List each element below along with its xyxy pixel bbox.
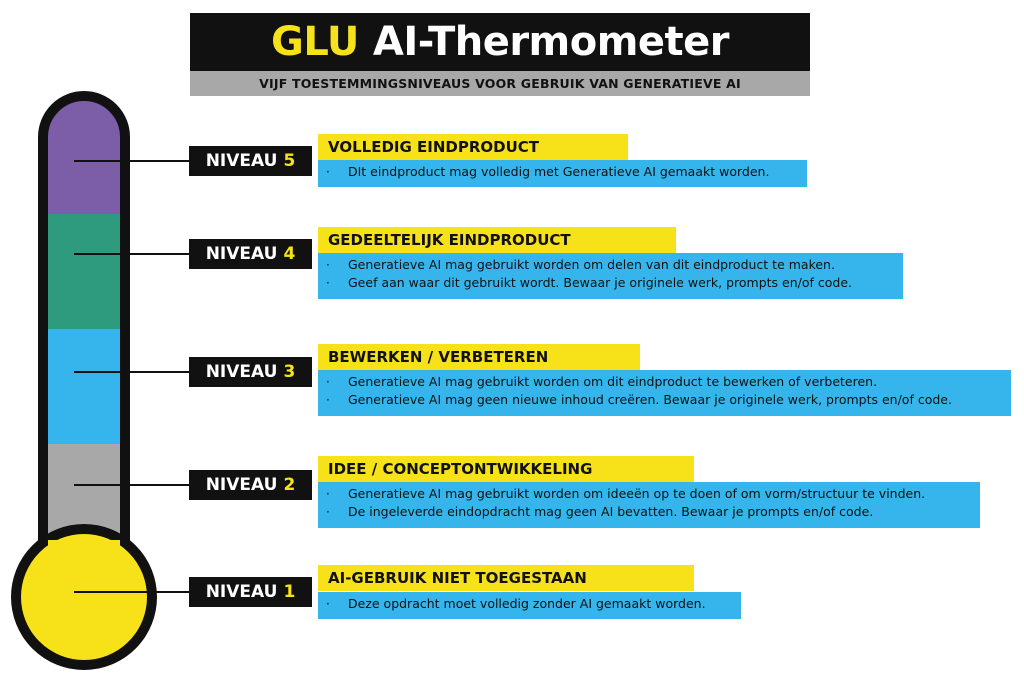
level-number: 5 (283, 151, 296, 171)
bullet-item: · De ingeleverde eindopdracht mag geen AI bevatten. Bewaar je prompts en/of code. (326, 503, 874, 519)
bullet-text: Generatieve AI mag gebruikt worden om ideeën op te doen of om vorm/structuur te vinden. (348, 486, 926, 501)
bullet-item: · Geef aan waar dit gebruikt wordt. Bewaar je originele werk, prompts en/of code. (326, 274, 852, 290)
level-3-description (318, 370, 1011, 416)
level-4-title: GEDEELTELIJK EINDPRODUCT (318, 227, 676, 253)
bullet-item: · Generatieve AI mag gebruikt worden om ideeën op te doen of om vorm/structuur te vinden. (326, 486, 926, 501)
bullet-item: · Generatieve AI mag gebruikt worden om dit eindproduct te bewerken of verbeteren. (326, 374, 878, 389)
bullet-text: Generatieve AI mag gebruikt worden om dit eindproduct te bewerken of verbeteren. (348, 374, 878, 389)
level-2-badge (189, 470, 312, 500)
level-number: 3 (283, 362, 296, 382)
title-text: AI-Thermometer (372, 19, 729, 65)
level-5-badge (189, 146, 312, 176)
bullet-text: Deze opdracht moet volledig zonder AI gemaakt worden. (348, 596, 706, 611)
bullet-text: Generatieve AI mag gebruikt worden om delen van dit eindproduct te maken. (348, 257, 835, 272)
bullet-item: · Deze opdracht moet volledig zonder AI gemaakt worden. (326, 596, 706, 611)
bullet-text: Geef aan waar dit gebruikt wordt. Bewaar je originele werk, prompts en/of code. (348, 274, 852, 290)
level-badge-label: NIVEAU (205, 475, 278, 495)
page-subtitle: VIJF TOESTEMMINGSNIVEAUS VOOR GEBRUIK VAN GENERATIEVE AI (190, 71, 810, 96)
level-1-title: AI-GEBRUIK NIET TOEGESTAAN (318, 565, 694, 591)
bullet-item: · DIt eindproduct mag volledig met Generatieve AI gemaakt worden. (326, 164, 770, 179)
bullet-text: DIt eindproduct mag volledig met Generatieve AI gemaakt worden. (348, 164, 770, 179)
level-number: 2 (283, 475, 296, 495)
bullet-item: · Generatieve AI mag gebruikt worden om delen van dit eindproduct te maken. (326, 257, 835, 272)
level-5-description (318, 160, 807, 187)
level-badge-label: NIVEAU (205, 582, 278, 602)
bullet-text: Generatieve AI mag geen nieuwe inhoud creëren. Bewaar je originele werk, prompts en/of code. (348, 391, 952, 407)
level-3-title: BEWERKEN / VERBETEREN (318, 344, 640, 370)
bullet-item: · Generatieve AI mag geen nieuwe inhoud creëren. Bewaar je originele werk, prompts en/of code. (326, 391, 952, 407)
title-highlight: GLU (271, 19, 359, 65)
level-1-description (318, 592, 741, 619)
level-badge-label: NIVEAU (205, 362, 278, 382)
level-2-title: IDEE / CONCEPTONTWIKKELING (318, 456, 694, 482)
thermometer-segment-3 (43, 329, 125, 444)
level-number: 4 (283, 244, 296, 264)
bullet-text: De ingeleverde eindopdracht mag geen AI bevatten. Bewaar je prompts en/of code. (348, 503, 874, 519)
level-4-description (318, 253, 903, 299)
level-5-title: VOLLEDIG EINDPRODUCT (318, 134, 628, 160)
level-1-badge (189, 577, 312, 607)
thermometer-segment-4 (43, 214, 125, 329)
level-number: 1 (283, 582, 296, 602)
level-2-description (318, 482, 980, 528)
level-badge-label: NIVEAU (205, 244, 278, 264)
level-4-badge (189, 239, 312, 269)
level-3-badge (189, 357, 312, 387)
level-badge-label: NIVEAU (205, 151, 278, 171)
